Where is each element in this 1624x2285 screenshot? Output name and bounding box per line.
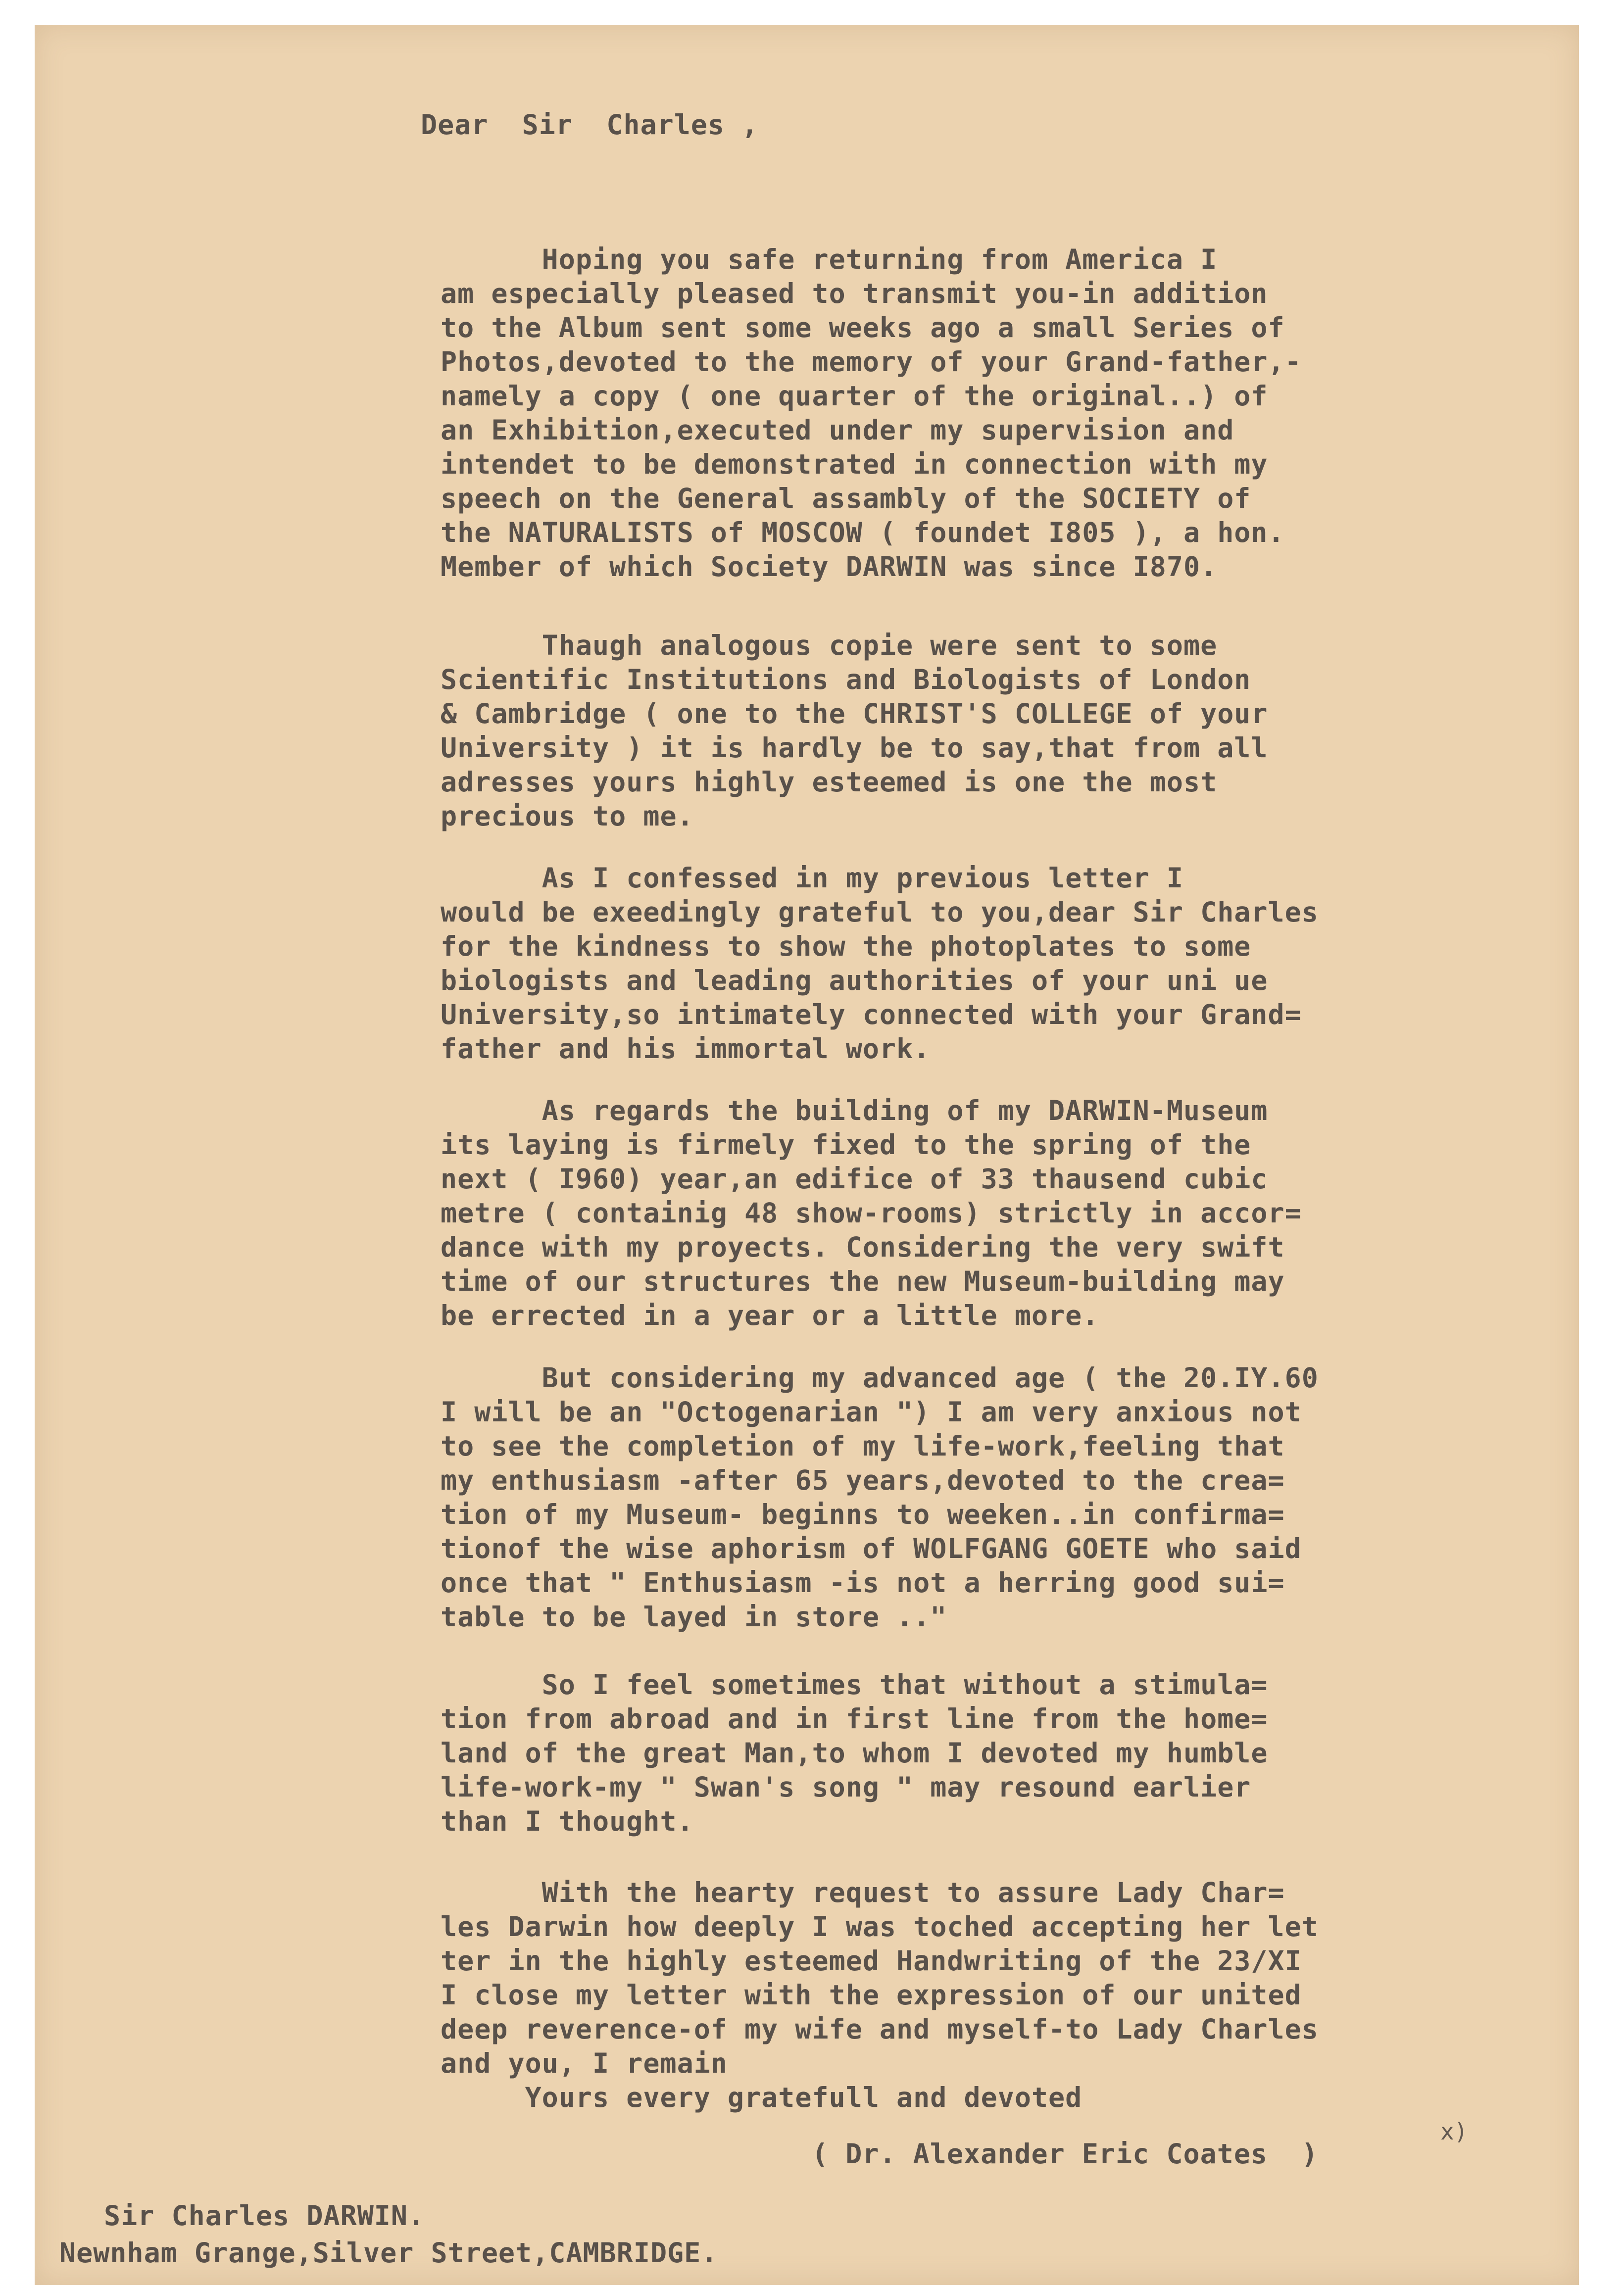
text-line: So I feel sometimes that without a stimula= [441, 1669, 1268, 1701]
text-line: next ( I960) year,an edifice of 33 thausend cubic [441, 1163, 1268, 1195]
text-line: metre ( containig 48 show-rooms) strictly in accor= [441, 1197, 1302, 1229]
paragraph-5 [441, 1361, 1579, 1634]
text-line: As I confessed in my previous letter I [441, 862, 1183, 894]
text-line: adresses yours highly esteemed is one the most [441, 766, 1218, 798]
text-line: table to be layed in store .." [441, 1601, 947, 1633]
signature: ( Dr. Alexander Eric Coates ) [812, 2138, 1319, 2170]
text-line: time of our structures the new Museum-building may [441, 1265, 1285, 1297]
letter-page [35, 25, 1579, 2285]
text-line: Scientific Institutions and Biologists of London [441, 664, 1251, 695]
text-line: tion of my Museum- beginns to weeken..in confirma= [441, 1499, 1285, 1530]
text-line: once that " Enthusiasm -is not a herring good sui= [441, 1567, 1285, 1599]
paragraph-6 [441, 1668, 1579, 1839]
text-line: ter in the highly esteemed Handwriting of the 23/XI [441, 1945, 1302, 1977]
text-line: be errected in a year or a little more. [441, 1300, 1099, 1331]
text-line: father and his immortal work. [441, 1033, 931, 1065]
text-line: I close my letter with the expression of our united [441, 1979, 1302, 2011]
text-line: deep reverence-of my wife and myself-to Lady Charles [441, 2013, 1319, 2045]
text-line: tionof the wise aphorism of WOLFGANG GOETE who said [441, 1533, 1302, 1564]
text-line: But considering my advanced age ( the 20.IY.60 [441, 1362, 1319, 1394]
text-line: Photos,devoted to the memory of your Grand-father,- [441, 346, 1302, 378]
text-line: life-work-my " Swan's song " may resound earlier [441, 1771, 1251, 1803]
text-line: my enthusiasm -after 65 years,devoted to the crea= [441, 1464, 1285, 1496]
text-line: Member of which Society DARWIN was since I870. [441, 551, 1218, 583]
text-line: an Exhibition,executed under my supervision and [441, 414, 1234, 446]
text-line: & Cambridge ( one to the CHRIST'S COLLEGE of your [441, 698, 1268, 729]
text-line: With the hearty request to assure Lady Char= [441, 1877, 1285, 1908]
paragraph-4 [441, 1094, 1579, 1333]
text-line: As regards the building of my DARWIN-Museum [441, 1095, 1268, 1126]
text-line: Hoping you safe returning from America I [441, 243, 1218, 275]
text-line: to see the completion of my life-work,feeling that [441, 1430, 1285, 1462]
text-line: than I thought. [441, 1805, 694, 1837]
address-name: Sir Charles DARWIN. [104, 2200, 425, 2232]
text-line: biologists and leading authorities of your uni ue [441, 965, 1268, 996]
text-line: would be exeedingly grateful to you,dear Sir Charles [441, 896, 1319, 928]
text-line: University ) it is hardly be to say,that from all [441, 732, 1268, 764]
text-line: its laying is firmely fixed to the spring of the [441, 1129, 1251, 1161]
text-line: tion from abroad and in first line from the home= [441, 1703, 1268, 1735]
text-line: dance with my proyects. Considering the very swift [441, 1231, 1285, 1263]
paragraph-1 [441, 243, 1579, 584]
paragraph-2 [441, 629, 1579, 833]
text-line: Thaugh analogous copie were sent to some [441, 630, 1218, 661]
text-line: les Darwin how deeply I was toched accepting her let [441, 1911, 1319, 1943]
text-line: and you, I remain [441, 2047, 728, 2079]
text-line: Yours every gratefull and devoted [441, 2082, 1083, 2113]
address-line: Newnham Grange,Silver Street,CAMBRIDGE. [59, 2237, 718, 2269]
text-line: am especially pleased to transmit you-in addition [441, 278, 1268, 309]
text-line: namely a copy ( one quarter of the original..) of [441, 380, 1268, 412]
text-line: University,so intimately connected with your Grand= [441, 999, 1302, 1030]
text-line: speech on the General assambly of the SOCIETY of [441, 483, 1251, 514]
text-line: for the kindness to show the photoplates to some [441, 930, 1251, 962]
salutation: Dear Sir Charles , [421, 109, 759, 141]
text-line: land of the great Man,to whom I devoted my humble [441, 1737, 1268, 1769]
text-line: to the Album sent some weeks ago a small Series of [441, 312, 1285, 343]
text-line: the NATURALISTS of MOSCOW ( foundet I805 ), a hon. [441, 517, 1285, 548]
signature-mark: x) [1440, 2118, 1468, 2145]
paragraph-3 [441, 861, 1579, 1066]
text-line: I will be an "Octogenarian ") I am very anxious not [441, 1396, 1302, 1428]
text-line: intendet to be demonstrated in connection with my [441, 448, 1268, 480]
text-line: precious to me. [441, 800, 694, 832]
paragraph-7 [441, 1876, 1579, 2115]
